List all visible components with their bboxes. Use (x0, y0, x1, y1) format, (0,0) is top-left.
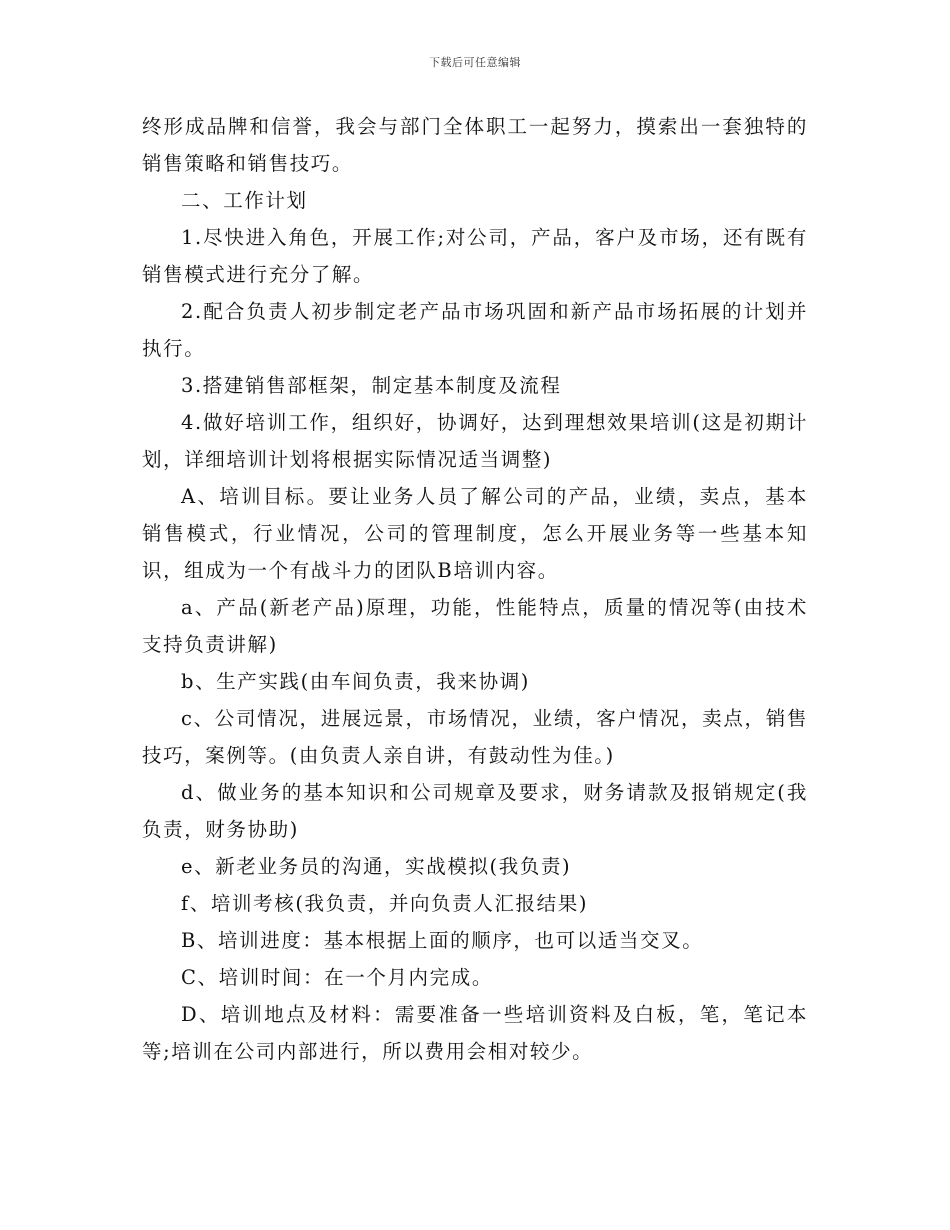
paragraph: b、生产实践(由车间负责，我来协调) (181, 670, 530, 693)
paragraph: D、培训地点及材料：需要准备一些培训资料及白板，笔，笔记本等;培训在公司内部进行，所以费用会相对较少。 (142, 1003, 808, 1063)
section-heading: 二、工作计划 (181, 189, 308, 212)
paragraph: d、做业务的基本知识和公司规章及要求，财务请款及报销规定(我负责，财务协助) (142, 781, 808, 841)
paragraph: A、培训目标。要让业务人员了解公司的产品，业绩，卖点，基本销售模式，行业情况，公司的管理制度，怎么开展业务等一些基本知识，组成为一个有战斗力的团队B培训内容。 (142, 485, 808, 582)
paragraph: f、培训考核(我负责，并向负责人汇报结果) (181, 892, 589, 915)
paragraph: e、新老业务员的沟通，实战模拟(我负责) (181, 855, 572, 878)
paragraph: 2.配合负责人初步制定老产品市场巩固和新产品市场拓展的计划并执行。 (142, 300, 808, 360)
paragraph: c、公司情况，进展远景，市场情况，业绩，客户情况，卖点，销售技巧，案例等。(由负责人亲自讲，有鼓动性为佳。) (142, 707, 808, 767)
paragraph: 4.做好培训工作，组织好，协调好，达到理想效果培训(这是初期计划，详细培训计划将根据实际情况适当调整) (142, 411, 808, 471)
paragraph: B、培训进度：基本根据上面的顺序，也可以适当交叉。 (181, 929, 704, 952)
paragraph: C、培训时间：在一个月内完成。 (181, 966, 493, 989)
paragraph-continuation: 终形成品牌和信誉，我会与部门全体职工一起努力，摸索出一套独特的销售策略和销售技巧。 (142, 115, 808, 175)
document-body (142, 108, 808, 1070)
paragraph: a、产品(新老产品)原理，功能，性能特点，质量的情况等(由技术支持负责讲解) (142, 596, 808, 656)
page-header: 下载后可任意编辑 (429, 56, 521, 69)
paragraph: 3.搭建销售部框架，制定基本制度及流程 (181, 374, 562, 397)
paragraph: 1.尽快进入角色，开展工作;对公司，产品，客户及市场，还有既有销售模式进行充分了解。 (142, 226, 808, 286)
